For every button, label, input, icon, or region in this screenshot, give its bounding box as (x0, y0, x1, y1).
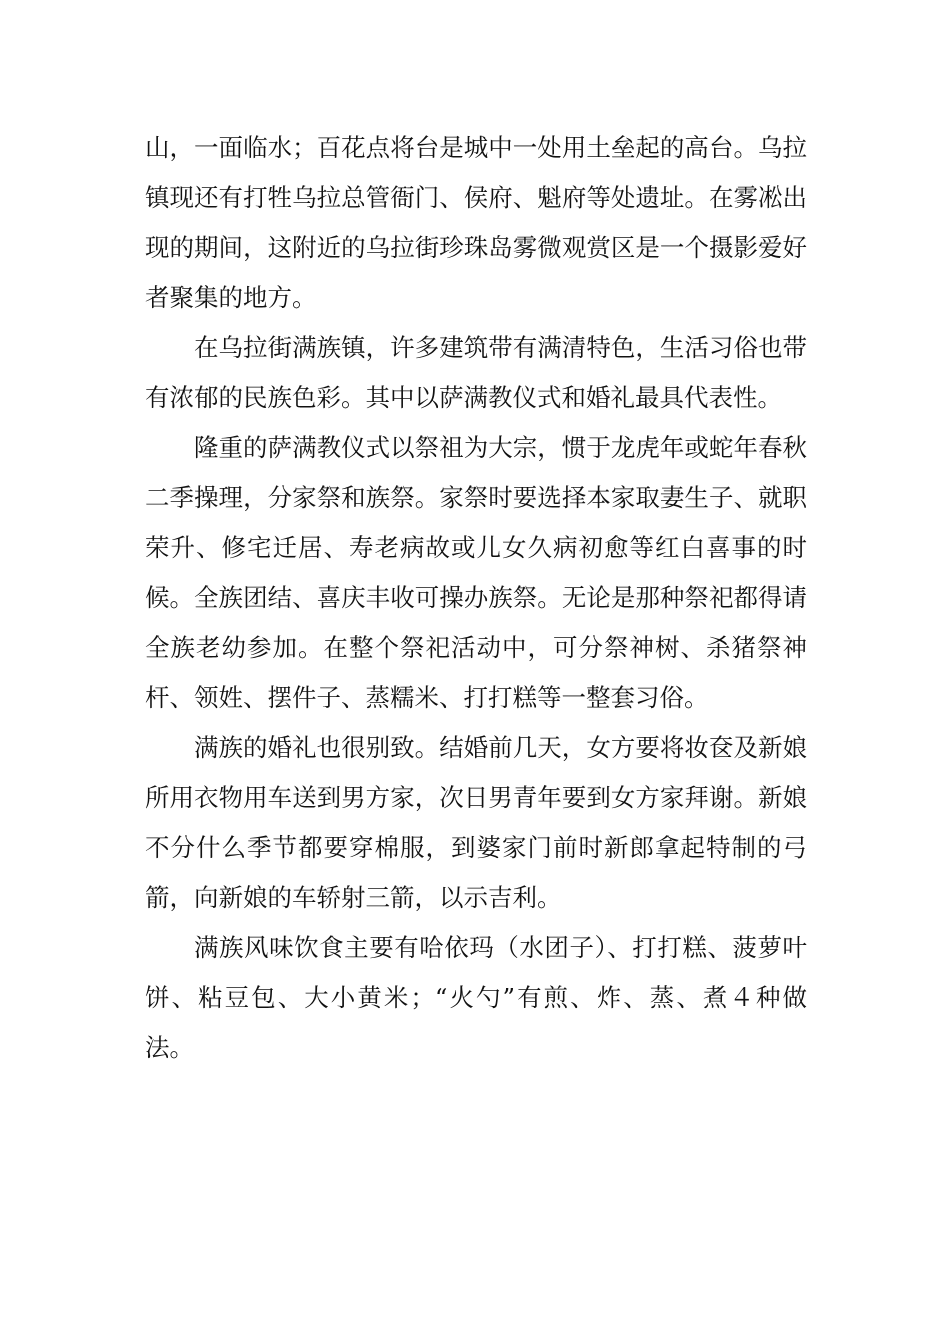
paragraph-1: 山，一面临水；百花点将台是城中一处用土垒起的高台。乌拉镇现还有打牲乌拉总管衙门、侯府、魁府等处遗址。在雾凇出现的期间，这附近的乌拉街珍珠岛雾微观赏区是一个摄影爱好者聚集的地方。 (145, 133, 807, 312)
paragraph-5: 满族风味饮食主要有哈依玛（水团子）、打打糕、菠萝叶饼、粘豆包、大小黄米；“火勺”有煎、炸、蒸、煮４种做法。 (145, 933, 807, 1062)
paragraph-3: 隆重的萨满教仪式以祭祖为大宗，惯于龙虎年或蛇年春秋二季操理，分家祭和族祭。家祭时要选择本家取妻生子、就职荣升、修宅迁居、寿老病故或儿女久病初愈等红白喜事的时候。全族团结、喜庆丰收可操办族祭。无论是那种祭祀都得请全族老幼参加。在整个祭祀活动中，可分祭神树、杀猪祭神杆、领姓、摆件子、蒸糯米、打打糕等一整套习俗。 (145, 433, 807, 712)
document-body (145, 123, 807, 1073)
paragraph-2: 在乌拉街满族镇，许多建筑带有满清特色，生活习俗也带有浓郁的民族色彩。其中以萨满教仪式和婚礼最具代表性。 (145, 333, 807, 412)
paragraph-4: 满族的婚礼也很别致。结婚前几天，女方要将妆奁及新娘所用衣物用车送到男方家，次日男青年要到女方家拜谢。新娘不分什么季节都要穿棉服，到婆家门前时新郎拿起特制的弓箭，向新娘的车轿射三箭，以示吉利。 (145, 733, 807, 912)
